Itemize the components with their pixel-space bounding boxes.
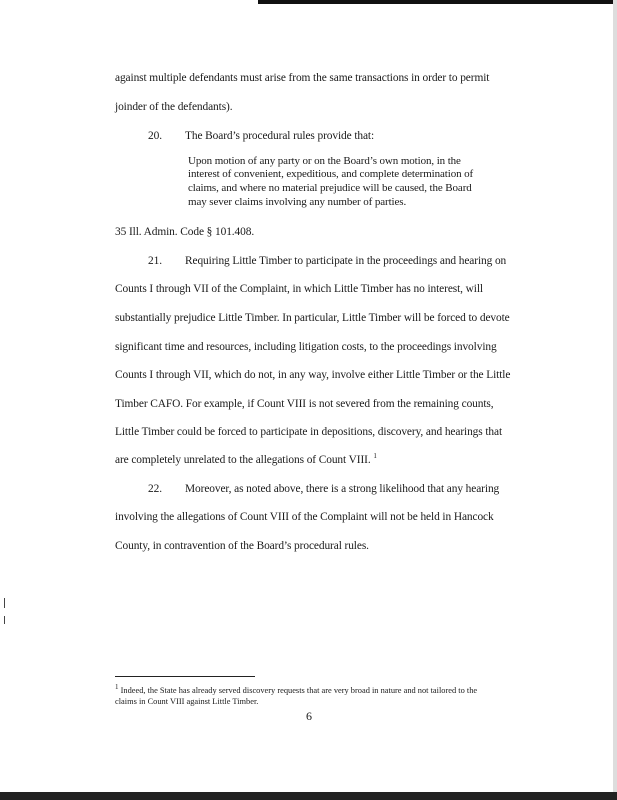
footnote-text: Indeed, the State has already served discovery requests that are very broad in nature and not tailored to the <box>120 686 478 695</box>
margin-mark <box>4 598 5 608</box>
body-text: are completely unrelated to the allegations of Count VIII. <box>115 454 371 466</box>
body-line: Counts I through VII of the Complaint, in which Little Timber has no interest, will <box>115 283 483 295</box>
paragraph-text: Moreover, as noted above, there is a strong likelihood that any hearing <box>185 483 500 495</box>
scan-edge-top <box>258 0 617 4</box>
footnote-reference: 1 <box>373 452 377 461</box>
body-line: substantially prejudice Little Timber. In particular, Little Timber will be forced to devote <box>115 312 510 324</box>
paragraph-number: 20. <box>148 130 162 142</box>
paragraph-20 <box>148 129 374 143</box>
body-line: Timber CAFO. For example, if Count VIII is not severed from the remaining counts, <box>115 398 494 410</box>
body-line: Counts I through VII, which do not, in any way, involve either Little Timber or the Little <box>115 369 511 381</box>
scan-edge-right <box>613 0 617 800</box>
paragraph-text: The Board’s procedural rules provide that: <box>185 130 375 142</box>
body-line: against multiple defendants must arise from the same transactions in order to permit <box>115 72 490 84</box>
body-line: joinder of the defendants). <box>115 101 233 113</box>
body-line: significant time and resources, including litigation costs, to the proceedings involving <box>115 341 497 353</box>
paragraph-21 <box>148 254 506 268</box>
body-line: Little Timber could be forced to participate in depositions, discovery, and hearings that <box>115 426 503 438</box>
footnote-line: claims in Count VIII against Little Timber. <box>115 697 259 706</box>
footnote-marker: 1 <box>115 683 119 692</box>
paragraph-22 <box>148 482 499 496</box>
block-quote-line: claims, and where no material prejudice will be caused, the Board <box>188 182 472 194</box>
body-line: County, in contravention of the Board’s procedural rules. <box>115 540 369 552</box>
citation: 35 Ill. Admin. Code § 101.408. <box>115 226 255 238</box>
footnote-separator <box>115 676 255 677</box>
paragraph-text: Requiring Little Timber to participate in the proceedings and hearing on <box>185 255 507 267</box>
block-quote-line: interest of convenient, expeditious, and complete determination of <box>188 168 474 180</box>
block-quote-line: may sever claims involving any number of parties. <box>188 196 407 208</box>
body-line <box>115 453 377 467</box>
page-number: 6 <box>306 709 312 723</box>
paragraph-number: 22. <box>148 483 162 495</box>
scan-edge-bottom <box>0 792 617 800</box>
footnote <box>115 683 478 696</box>
paragraph-number: 21. <box>148 255 162 267</box>
body-line: involving the allegations of Count VIII of the Complaint will not be held in Hancock <box>115 511 494 523</box>
block-quote-line: Upon motion of any party or on the Board’s own motion, in the <box>188 155 461 167</box>
margin-mark <box>4 616 5 624</box>
